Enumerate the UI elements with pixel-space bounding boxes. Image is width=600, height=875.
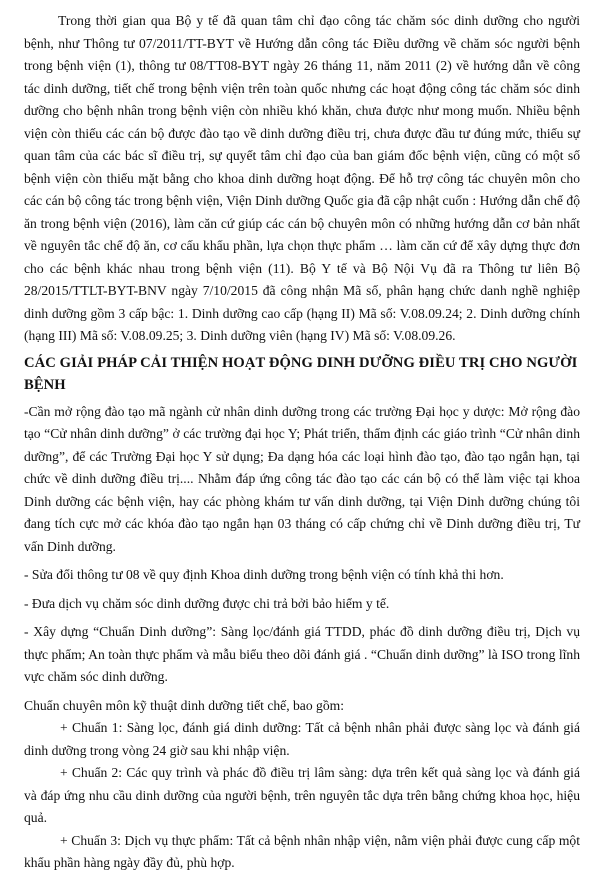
standards-intro: Chuẩn chuyên môn kỹ thuật dinh dưỡng tiết chế, bao gồm: — [24, 697, 344, 713]
solution-item: - Đưa dịch vụ chăm sóc dinh dưỡng được chi trả bởi bảo hiểm y tế. — [24, 595, 390, 611]
standard-item: + Chuẩn 2: Các quy trình và phác đồ điều trị lâm sàng: dựa trên kết quả sàng lọc và đánh giá và đáp ứng nhu cầu dinh dưỡng của người bệnh, trên nguyên tắc dựa trên bằng chứng khoa học, hiệu quả. — [24, 765, 580, 825]
section-heading: CÁC GIẢI PHÁP CẢI THIỆN HOẠT ĐỘNG DINH DƯỠNG ĐIỀU TRỊ CHO NGƯỜI BỆNH — [24, 354, 578, 393]
solution-item: - Xây dựng “Chuẩn Dinh dưỡng”: Sàng lọc/đánh giá TTDD, phác đồ dinh dưỡng điều trị, Dịch vụ thực phẩm; An toàn thực phẩm và mẫu biểu theo dõi đánh giá . “Chuẩn dinh dưỡng” là ISO trong lĩnh vực chăm sóc dinh dưỡng. — [24, 624, 580, 684]
standard-item: + Chuẩn 3: Dịch vụ thực phẩm: Tất cả bệnh nhân nhập viện, nằm viện phải được cung cấp một khẩu phần hàng ngày đầy đủ, phù hợp. — [24, 832, 580, 870]
document-page — [24, 10, 580, 875]
solution-item: -Cần mở rộng đào tạo mã ngành cử nhân dinh dưỡng trong các trường Đại học y dược: Mở rộng đào tạo “Cử nhân dinh dưỡng” ở các trường đại học Y; Phát triển, thẩm định các giáo trình “Cử nhân dinh dưỡng”, để các Trường Đại học Y sử dụng; Đa dạng hóa các loại hình đào tạo, đào tạo ngắn hạn, tại chức về dinh dưỡng điều trị.... Nhằm đáp ứng công tác đào tạo các cán bộ có thể làm việc tại khoa Dinh dưỡng các bệnh viện, hay các phòng khám tư vấn dinh dưỡng, tại Viện Dinh dưỡng chúng tôi đang tích cực mở các khóa đào tạo ngắn hạn 03 tháng có cấp chứng chỉ về Dinh dưỡng điều trị, Tư vấn Dinh dưỡng. — [24, 403, 580, 554]
solution-item: - Sửa đổi thông tư 08 về quy định Khoa dinh dưỡng trong bệnh viện có tính khả thi hơn. — [24, 567, 504, 582]
standard-item: + Chuẩn 1: Sàng lọc, đánh giá dinh dưỡng: Tất cả bệnh nhân phải được sàng lọc và đánh giá dinh dưỡng trong vòng 24 giờ sau khi nhập viện. — [24, 720, 580, 758]
intro-paragraph: Trong thời gian qua Bộ y tế đã quan tâm chỉ đạo công tác chăm sóc dinh dưỡng cho người bệnh, như Thông tư 07/2011/TT-BYT về Hướng dẫn công tác Điều dưỡng về chăm sóc người bệnh trong bệnh viện (1), thông tư 08/TT08-BYT ngày 26 tháng 11, năm 2011 (2) về hướng dẫn về công tác dinh dưỡng, tiết chế trong bệnh viện trên toàn quốc nhưng các hoạt động công tác chăm sóc dinh dưỡng cho bệnh nhân trong bệnh viện còn nhiều khó khăn, chưa được như mong muốn. Nhiều bệnh viện còn thiếu các cán bộ được đào tạo về dinh dưỡng điều trị, chưa được đầu tư đúng mức, thiếu sự quan tâm của các bác sĩ điều trị, sự quyết tâm chỉ đạo của ban giám đốc bệnh viện, cũng có một số bệnh viện còn thiếu mặt bằng cho khoa dinh dưỡng hoạt động. Để hỗ trợ công tác chuyên môn cho các cán bộ công tác trong bệnh viện, Viện Dinh dưỡng Quốc gia đã cập nhật cuốn : Hướng dẫn chế độ ăn trong bệnh viện (2016), làm căn cứ giúp các cán bộ chuyên môn có những hướng dẫn cơ bản nhất về nguyên tắc chế độ ăn, cơ cấu khẩu phần, lựa chọn thực phẩm … làm căn cứ để xây dựng thực đơn cho các bệnh khác nhau trong bệnh viện (11). Bộ Y tế và Bộ Nội Vụ đã ra Thông tư liên Bộ 28/2015/TTLT-BYT-BNV ngày 7/10/2015 đã công nhận Mã số, phân hạng chức danh nghề nghiệp dinh dưỡng gồm 3 cấp bậc: 1. Dinh dưỡng cao cấp (hạng II) Mã số: V.08.09.24; 2. Dinh dưỡng chính (hạng III) Mã số: V.08.09.25; 3. Dinh dưỡng viên (hạng IV) Mã số: V.08.09.26. — [24, 13, 580, 343]
